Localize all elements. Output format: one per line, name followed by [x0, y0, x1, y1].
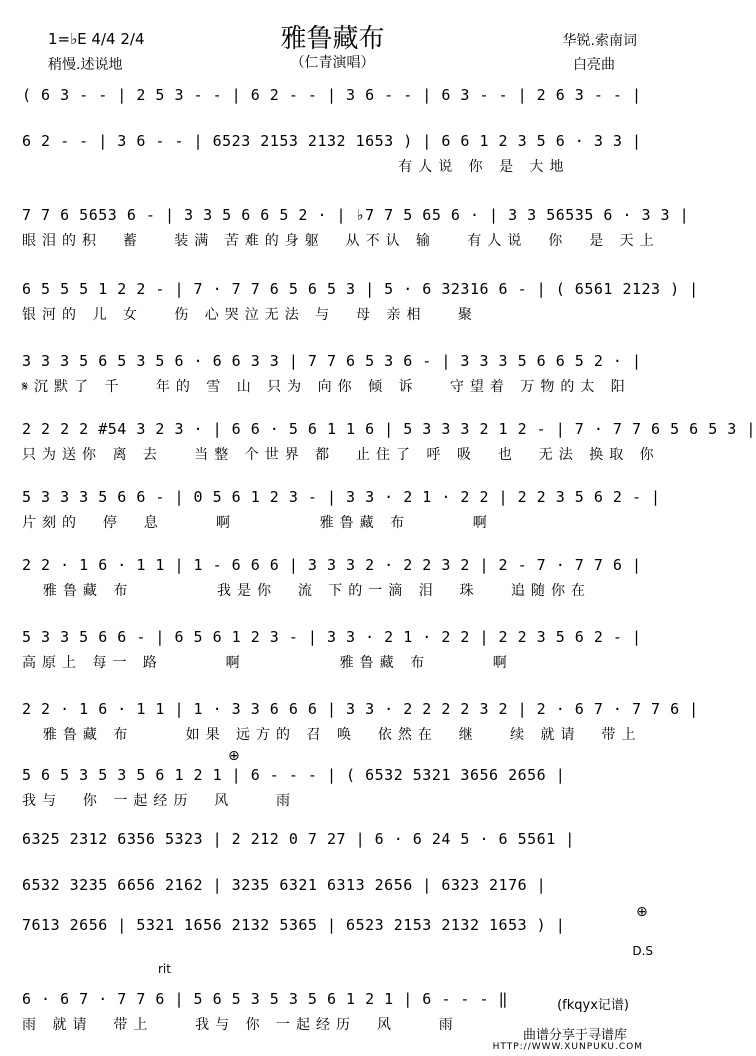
- score-row: [22, 916, 642, 940]
- score-row: [22, 628, 642, 672]
- notation-line: 6 2 - - | 3 6 - - | 6523 2153 2132 1653 ) | 6 6 1 2 3 5 6 · 3 3 |: [22, 132, 642, 150]
- lyric-line: 片刻的 停 息 啊 雅鲁藏 布 啊: [22, 515, 493, 531]
- notation-line: ( 6 3 - - | 2 5 3 - - | 6 2 - - | 3 6 - - | 6 3 - - | 2 6 3 - - |: [22, 86, 642, 104]
- composer-credit: 白亮曲: [573, 57, 615, 73]
- score-row: [22, 86, 642, 110]
- coda-mark: ⊕: [228, 748, 240, 764]
- score-row: [22, 876, 642, 900]
- score-row: [22, 420, 756, 464]
- tempo-marking: 稍慢.述说地: [48, 57, 123, 73]
- lyric-line: 银河的 儿 女 伤 心哭泣无法 与 母 亲相 聚: [22, 307, 478, 323]
- score-row: [22, 352, 642, 396]
- notation-line: 5 3 3 5 6 6 - | 6 5 6 1 2 3 - | 3 3 · 2 1 · 2 2 | 2 2 3 5 6 2 - |: [22, 628, 642, 646]
- notation-line: 2 2 2 2 #54 3 2 3 · | 6 6 · 5 6 1 1 6 | 5 3 3 3 2 1 2 - | 7 · 7 7 6 5 6 5 3 |: [22, 420, 756, 438]
- site-url: HTTP://WWW.XUNPUKU.COM: [492, 1042, 643, 1052]
- notation-line: 7 7 6 5653 6 - | 3 3 5 6 6 5 2 · | ♭7 7 5 65 6 · | 3 3 56535 6 · 3 3 |: [22, 206, 690, 224]
- lyric-line: 眼泪的积 蓄 装满 苦难的身躯 从不认 输 有人说 你 是 天上: [22, 233, 660, 249]
- notation-line: 5 3 3 3 5 6 6 - | 0 5 6 1 2 3 - | 3 3 · 2 1 · 2 2 | 2 2 3 5 6 2 - |: [22, 488, 661, 506]
- lyric-line: 雅鲁藏 布 我是你 流 下的一滴 泪 珠 追随你在: [22, 583, 592, 599]
- lyricist-credit: 华锐.索南词: [562, 33, 637, 49]
- key-signature: 1=♭E 4/4 2/4: [48, 30, 145, 48]
- lyric-line: 有人说 你 是 大地: [22, 159, 570, 175]
- score-row: [22, 830, 642, 854]
- lyric-line: 雨 就请 带上 我与 你 一起经历 风 雨: [22, 1017, 459, 1033]
- coda-mark: ⊕: [636, 904, 648, 920]
- score-row: [22, 488, 661, 532]
- score-row: [22, 766, 642, 810]
- ritardando-mark: rit: [158, 962, 171, 976]
- score-row: [22, 556, 642, 600]
- notation-line: 6 · 6 7 · 7 7 6 | 5 6 5 3 5 3 5 6 1 2 1 | 6 - - - ‖: [22, 990, 509, 1008]
- notation-line: 7613 2656 | 5321 1656 2132 5365 | 6523 2153 2132 1653 ) |: [22, 916, 566, 934]
- notation-line: 6 5 5 5 1 2 2 - | 7 · 7 7 6 5 6 5 3 | 5 · 6 32316 6 - | ( 6561 2123 ) |: [22, 280, 699, 298]
- song-subtitle: （仁青演唱）: [290, 55, 375, 71]
- score-row: [22, 700, 699, 744]
- dal-segno-mark: D.S: [632, 944, 653, 958]
- transcriber-credit: (fkqyx记谱): [557, 998, 629, 1013]
- score-row: [22, 132, 642, 176]
- lyric-line: 𝄋沉默了 千 年的 雪 山 只为 向你 倾 诉 守望着 万物的太 阳: [22, 379, 631, 395]
- lyric-line: 我与 你 一起经历 风 雨: [22, 793, 297, 809]
- lyric-line: 雅鲁藏 布 如果 远方的 召 唤 依然在 继 续 就请 带上: [22, 727, 642, 743]
- notation-line: 5 6 5 3 5 3 5 6 1 2 1 | 6 - - - | ( 6532 5321 3656 2656 |: [22, 766, 566, 784]
- site-watermark: 曲谱分享于寻谱库: [522, 1028, 627, 1043]
- notation-line: 2 2 · 1 6 · 1 1 | 1 · 3 3 6 6 6 | 3 3 · 2 2 2 2 3 2 | 2 · 6 7 · 7 7 6 |: [22, 700, 699, 718]
- lyric-line: 只为送你 离 去 当整 个世界 都 止住了 呼 吸 也 无法 换取 你: [22, 447, 660, 463]
- notation-line: 6532 3235 6656 2162 | 3235 6321 6313 2656 | 6323 2176 |: [22, 876, 547, 894]
- notation-line: 6325 2312 6356 5323 | 2 212 0 7 27 | 6 · 6 24 5 · 6 5561 |: [22, 830, 575, 848]
- lyric-line: 高原上 每一 路 啊 雅鲁藏 布 啊: [22, 655, 513, 671]
- score-row: [22, 206, 690, 250]
- notation-line: 2 2 · 1 6 · 1 1 | 1 - 6 6 6 | 3 3 3 2 · 2 2 3 2 | 2 - 7 · 7 7 6 |: [22, 556, 642, 574]
- notation-line: 3 3 3 5 6 5 3 5 6 · 6 6 3 3 | 7 7 6 5 3 6 - | 3 3 3 5 6 6 5 2 · |: [22, 352, 642, 370]
- song-title: 雅鲁藏布: [280, 24, 385, 54]
- score-row: [22, 280, 699, 324]
